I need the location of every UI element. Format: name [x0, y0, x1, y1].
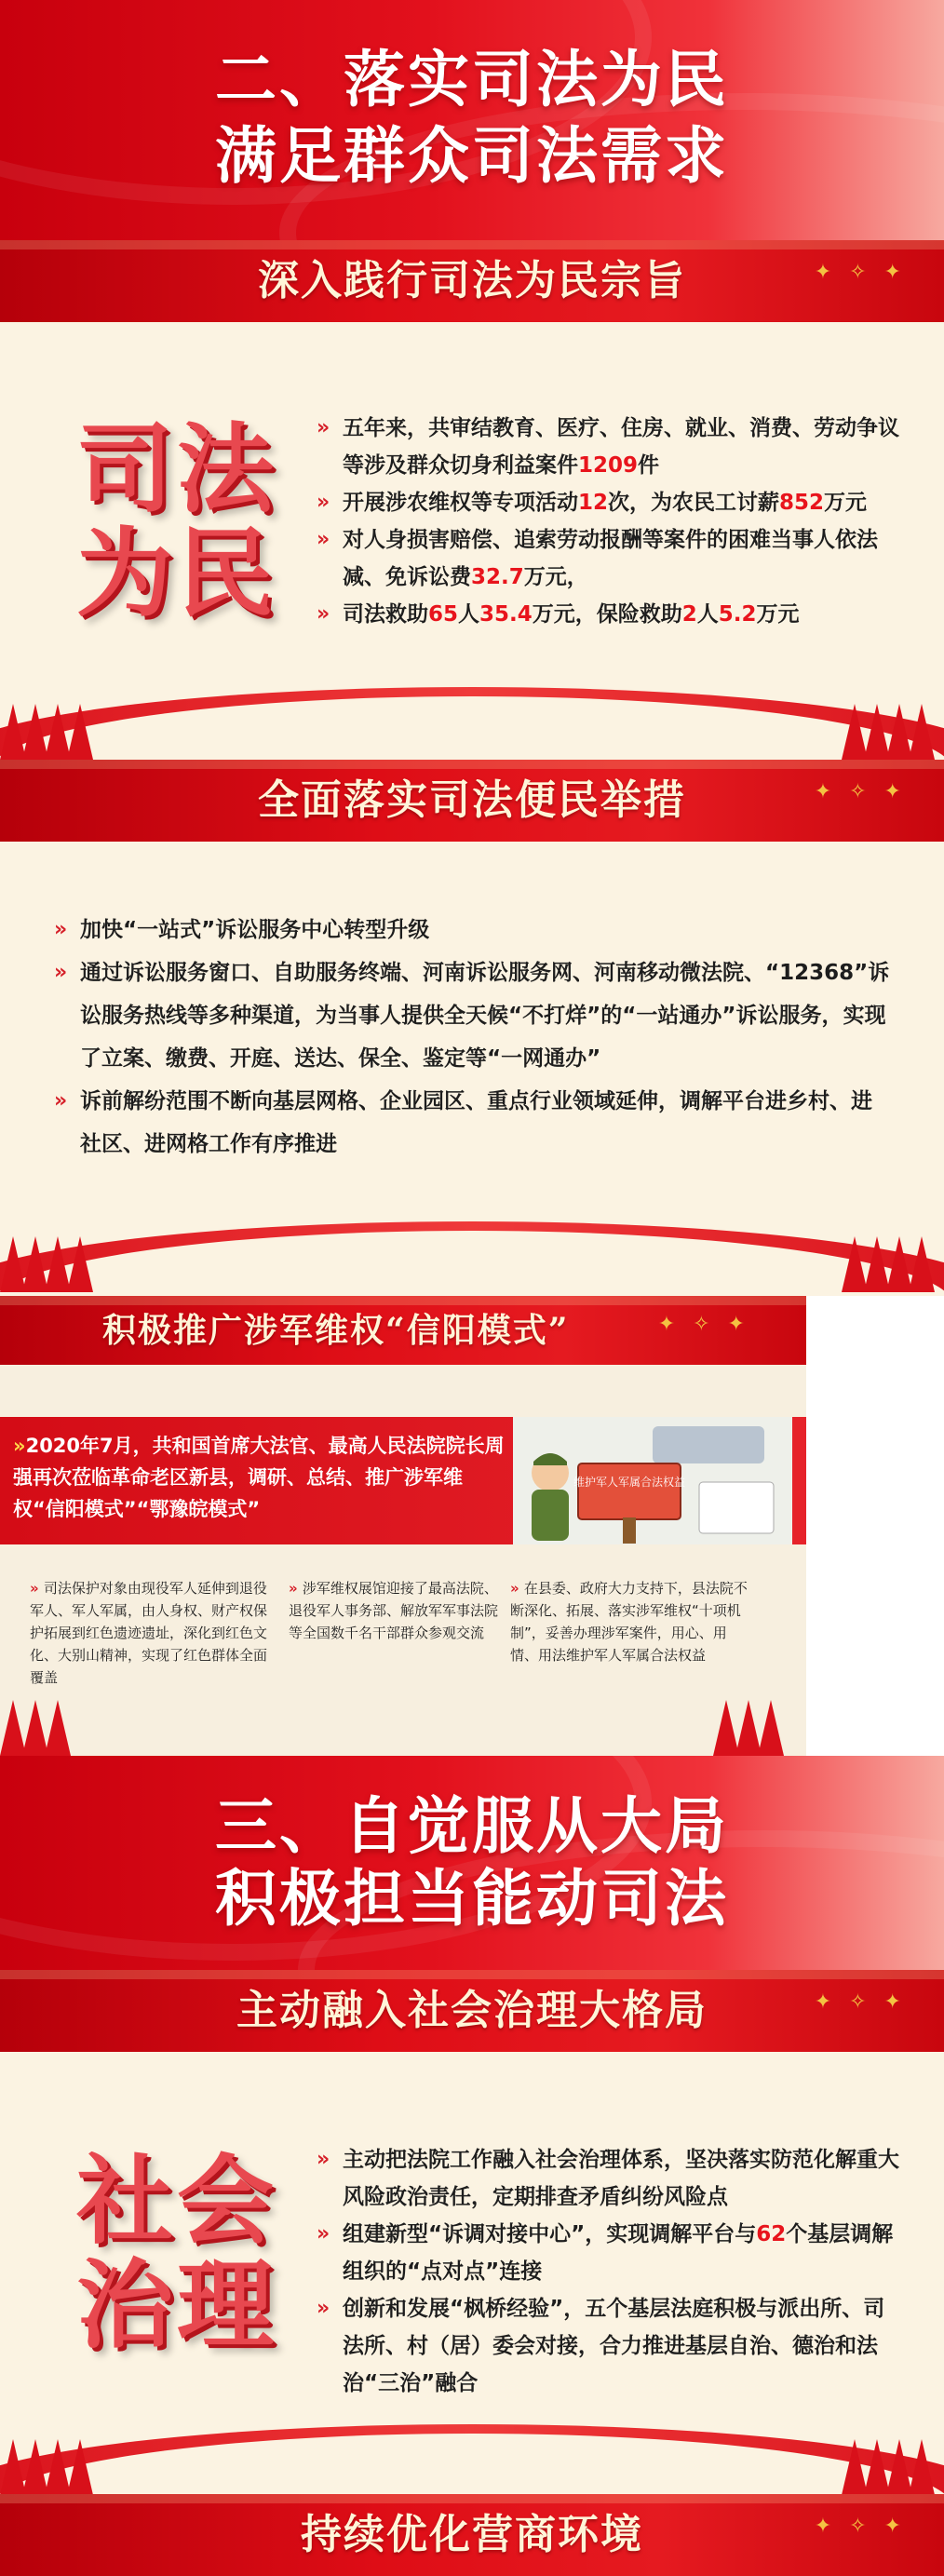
- sign-text: 维护军人军属合法权益: [573, 1476, 686, 1489]
- flag-icon: [804, 685, 944, 760]
- list-item: » 对人身损害赔偿、追索劳动报酬等案件的困难当事人依法减、免诉讼费32.7万元，: [317, 521, 901, 596]
- stamp-title: [76, 411, 278, 630]
- double-chevron-icon: »: [13, 1435, 26, 1457]
- list-item: » 创新和发展“枫桥经验”，五个基层法庭积极与派出所、司法所、村（居）委会对接，合力推进基层自治、德治和法治“三治”融合: [317, 2290, 901, 2402]
- flag-icon: [667, 1681, 806, 1756]
- section-hero: [0, 1756, 944, 1970]
- bullet-list: [317, 410, 901, 633]
- section-title-line2: 满足群众司法需求: [215, 120, 729, 192]
- bird-icon: ✦ ✧ ✦: [814, 1990, 907, 2014]
- double-chevron-icon: »: [317, 491, 330, 514]
- bullet-list: [317, 2141, 901, 2402]
- content-block2: [0, 842, 944, 1296]
- banner-block2: [0, 760, 944, 842]
- flag-icon: [0, 1681, 140, 1756]
- double-chevron-icon: »: [54, 1089, 68, 1113]
- list-item: » 组建新型“诉调对接中心”，实现调解平台与62个基层调解组织的“点对点”连接: [317, 2216, 901, 2290]
- double-chevron-icon: »: [317, 2297, 330, 2320]
- double-chevron-icon: »: [317, 602, 330, 626]
- section-title-line1: 二、落实司法为民: [215, 44, 729, 115]
- flag-icon: [804, 2421, 944, 2494]
- banner-block4: [0, 1970, 944, 2052]
- list-item: » 主动把法院工作融入社会治理体系，坚决落实防范化解重大风险政治责任，定期排查矛盾纠纷风险点: [317, 2141, 901, 2216]
- column-1: » 司法保护对象由现役军人延伸到退役军人、军人军属，由人身权、财产权保护拓展到红色遗迹遗址，深化到红色文化、大别山精神，实现了红色群体全面覆盖: [30, 1580, 268, 1686]
- content-block1: [0, 322, 944, 760]
- bird-icon: ✦ ✧ ✦: [814, 2515, 907, 2538]
- flag-icon: [804, 1218, 944, 1292]
- bird-icon: ✦ ✧ ✦: [814, 780, 907, 803]
- banner-title: 积极推广涉军维权“信阳模式”: [102, 1311, 570, 1350]
- list-item: » 通过诉讼服务窗口、自助服务终端、河南诉讼服务网、河南移动微法院、“12368”诉讼服务热线等多种渠道，为当事人提供全天候“不打烊”的“一站通办”诉讼服务，实现了立案、缴费、开庭、送达、保全、鉴定等“一网通办”: [54, 951, 892, 1080]
- banner-block5: [0, 2494, 944, 2576]
- banner-block1: [0, 240, 944, 322]
- illustration: [513, 1417, 792, 1544]
- stamp-line1: 司法: [76, 411, 278, 526]
- list-item: » 开展涉农维权等专项活动12次，为农民工讨薪852万元: [317, 484, 901, 521]
- double-chevron-icon: »: [54, 918, 68, 941]
- stamp-line1: 社会: [76, 2143, 278, 2258]
- double-chevron-icon: »: [317, 2222, 330, 2246]
- column-2: » 涉军维权展馆迎接了最高法院、退役军人事务部、解放军军事法院等全国数千名干部群众参观交流: [289, 1580, 499, 1641]
- banner-title: 主动融入社会治理大格局: [236, 1987, 708, 2034]
- section-title-line2: 积极担当能动司法: [215, 1863, 729, 1935]
- blank-area: [806, 1296, 944, 1756]
- banner-block3: [0, 1296, 806, 1365]
- double-chevron-icon: »: [317, 416, 330, 439]
- stamp-line2: 为民: [76, 516, 278, 630]
- soldier-illustration: [513, 1417, 792, 1544]
- double-chevron-icon: »: [317, 2148, 330, 2171]
- column-3: » 在县委、政府大力支持下，县法院不断深化、拓展、落实涉军维权“十项机制”，妥善办理涉军案件，用心、用情、用法维护军人军属合法权益: [510, 1580, 748, 1664]
- banner-title: 全面落实司法便民举措: [258, 776, 686, 824]
- list-item: » 加快“一站式”诉讼服务中心转型升级: [54, 909, 892, 951]
- stamp-line2: 治理: [76, 2247, 278, 2362]
- flag-icon: [0, 1218, 140, 1292]
- lead-panel: [0, 1417, 806, 1544]
- bullet-list: [54, 909, 892, 1166]
- flag-icon: [0, 685, 140, 760]
- double-chevron-icon: »: [317, 528, 330, 551]
- stamp-title: [76, 2143, 278, 2362]
- double-chevron-icon: »: [289, 1580, 303, 1597]
- double-chevron-icon: »: [510, 1580, 524, 1597]
- section-title-line1: 三、自觉服从大局: [215, 1790, 729, 1862]
- flag-icon: [0, 2421, 140, 2494]
- bird-icon: ✦ ✧ ✦: [657, 1313, 750, 1336]
- double-chevron-icon: »: [30, 1580, 44, 1597]
- list-item: » 五年来，共审结教育、医疗、住房、就业、消费、劳动争议等涉及群众切身利益案件1209件: [317, 410, 901, 484]
- banner-title: 持续优化营商环境: [301, 2511, 643, 2558]
- section-hero: [0, 0, 944, 242]
- content-block4: [0, 2052, 944, 2494]
- banner-title: 深入践行司法为民宗旨: [258, 257, 686, 304]
- lead-text: »2020年7月，共和国首席大法官、最高人民法院院长周强再次莅临革命老区新县，调研、总结、推广涉军维权“信阳模式”“鄂豫皖模式”: [13, 1435, 505, 1520]
- list-item: » 诉前解纷范围不断向基层网格、企业园区、重点行业领域延伸，调解平台进乡村、进社区、进网格工作有序推进: [54, 1080, 892, 1166]
- bird-icon: ✦ ✧ ✦: [814, 261, 907, 284]
- content-block3: [0, 1365, 806, 1756]
- list-item: » 司法救助65人35.4万元，保险救助2人5.2万元: [317, 596, 901, 633]
- double-chevron-icon: »: [54, 961, 68, 984]
